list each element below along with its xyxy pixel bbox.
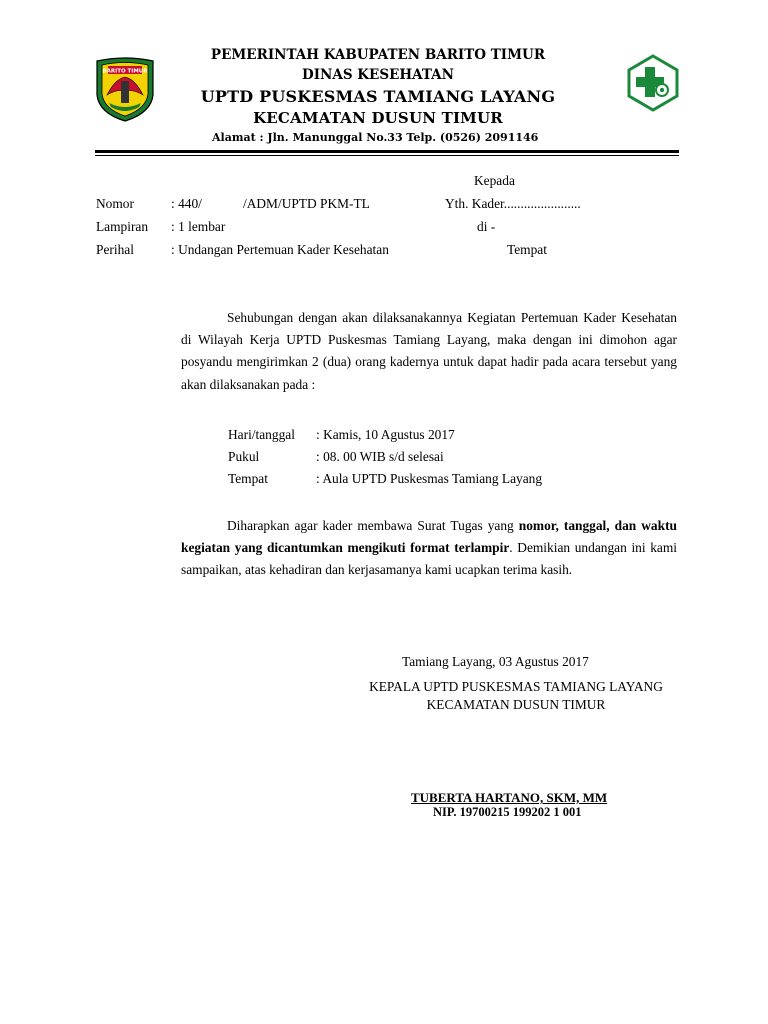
- body-paragraph-2-end: . Demikian undangan ini kami sampaikan, atas kehadiran dan kerjasamanya kami ucapkan terima kasih.: [181, 540, 678, 578]
- letterhead-government: PEMERINTAH KABUPATEN BARITO TIMUR: [210, 47, 546, 63]
- letterhead-puskesmas: UPTD PUSKESMAS TAMIANG LAYANG: [200, 87, 556, 106]
- detail-value-tempat: : Aula UPTD Puskesmas Tamiang Layang: [316, 471, 543, 486]
- signature-nip: NIP. 19700215 199202 1 001: [433, 805, 582, 819]
- signature-name: TUBERTA HARTANO, SKM, MM: [411, 790, 608, 805]
- letterhead-department: DINAS KESEHATAN: [302, 67, 454, 83]
- perihal-label: Perihal: [96, 242, 134, 257]
- body-paragraph-1-text: Sehubungan dengan akan dilaksanakannya Kegiatan Pertemuan Kader Kesehatan di Wilayah Kerja UPTD Puskesmas Tamiang Layang, maka dengan ini dimohon agar posyandu mengirimkan 2 (dua) orang kadernya untuk dapat hadir pada acara tersebut yang akan dilaksanakan pada :: [181, 310, 677, 392]
- lampiran-value: : 1 lembar: [171, 219, 226, 234]
- letterhead-address: Alamat : Jln. Manunggal No.33 Telp. (0526) 2091146: [212, 131, 539, 144]
- nomor-code: /ADM/UPTD PKM-TL: [243, 196, 370, 211]
- body-paragraph-2-bold: nomor, tanggal, dan waktu kegiatan yang dicantumkan mengikuti format terlampir: [181, 518, 677, 556]
- header-divider-thin: [95, 155, 679, 156]
- body-paragraph-2: [181, 515, 677, 582]
- lampiran-label: Lampiran: [96, 219, 149, 234]
- recipient-di: di -: [477, 219, 496, 234]
- body-paragraph-2-start: Diharapkan agar kader membawa Surat Tugas yang: [227, 518, 519, 533]
- signature-place-date: Tamiang Layang, 03 Agustus 2017: [402, 654, 589, 669]
- recipient-kepada: Kepada: [474, 173, 515, 188]
- body-paragraph-1: [181, 307, 677, 396]
- detail-label-pukul: Pukul: [228, 449, 260, 464]
- detail-label-tempat: Tempat: [228, 471, 268, 486]
- letterhead-district: KECAMATAN DUSUN TIMUR: [253, 109, 503, 127]
- recipient-yth: Yth. Kader.......................: [445, 196, 581, 211]
- detail-label-hari: Hari/tanggal: [228, 427, 295, 442]
- perihal-value: : Undangan Pertemuan Kader Kesehatan: [171, 242, 389, 257]
- detail-value-pukul: : 08. 00 WIB s/d selesai: [316, 449, 444, 464]
- nomor-label: Nomor: [96, 196, 134, 211]
- nomor-value: : 440/: [171, 196, 202, 211]
- recipient-tempat: Tempat: [507, 242, 547, 257]
- svg-text:BARITO TIMUR: BARITO TIMUR: [102, 68, 148, 75]
- detail-value-hari: : Kamis, 10 Agustus 2017: [316, 427, 455, 442]
- signature-position-1: KEPALA UPTD PUSKESMAS TAMIANG LAYANG: [369, 679, 663, 694]
- header-divider-thick: [95, 150, 679, 153]
- signature-position-2: KECAMATAN DUSUN TIMUR: [426, 697, 606, 712]
